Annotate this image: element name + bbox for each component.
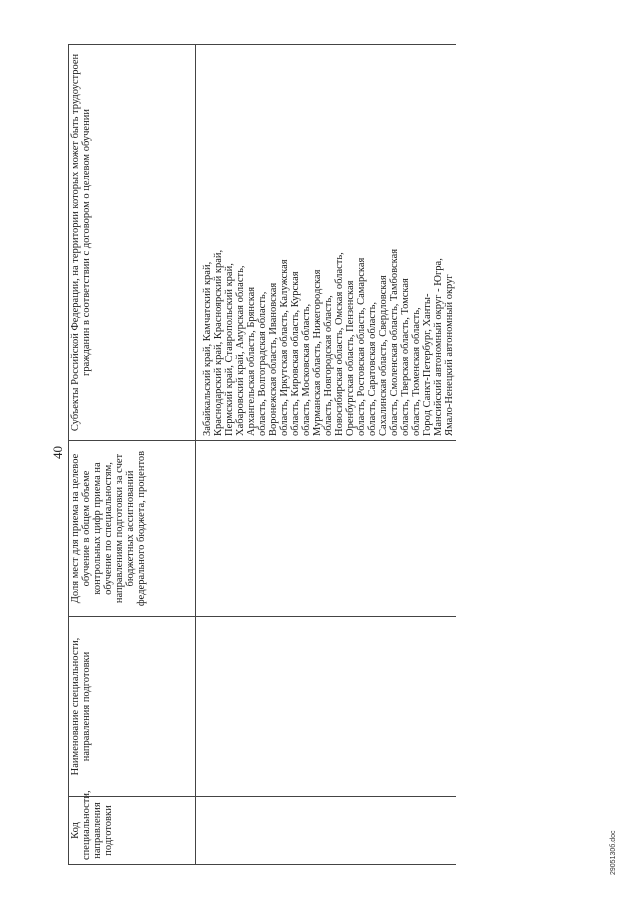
cell-share [196,441,457,617]
document-file-code: 2905130б.doc [610,830,617,875]
cell-code [196,797,457,865]
table-header-row [69,45,196,865]
header-code: Код специальности, направления подготовки [69,797,196,865]
targeted-admission-table [68,44,456,865]
table-row [196,45,457,865]
page-number: 40 [50,446,65,459]
cell-subjects [196,45,457,441]
subjects-list: Забайкальский край, Камчатский край, Краснодарский край, Красноярский край, Пермский край, Ставропольский край, Хабаровский край, Амурская область, Архангельская область, Брянская область, Волгоградская область, Воронежская область, Ивановская область, Иркутская область, Калужская область, Кировская область, Курская область, Московская область, Мурманская область, Нижегородская область, Новгородская область, Новосибирская область, Омская область, Оренбургская область, Пензенская область, Ростовская область, Самарская область, Саратовская область, Сахалинская область, Свердловская область, Смоленская область, Тамбовская область, Тверская область, Томская область, Тюменская область, Город Санкт-Петербург, Ханты- Мансийский автономный округ - Югра, Ямало-Ненецкий автономный округ [202,248,455,436]
header-subjects: Субъекты Российской Федерации, на территории которых может быть трудоустроен гражданин в соответствии с договором о целевом обучении [69,45,196,441]
header-name: Наименование специальности, направления подготовки [69,617,196,797]
header-share: Доля мест для приема на целевое обучение в общем объеме контрольных цифр приема на обучение по специальностям, направлениям подготовки за счет бюджетных ассигнований федерального бюджета, процентов [69,441,196,617]
cell-name [196,617,457,797]
